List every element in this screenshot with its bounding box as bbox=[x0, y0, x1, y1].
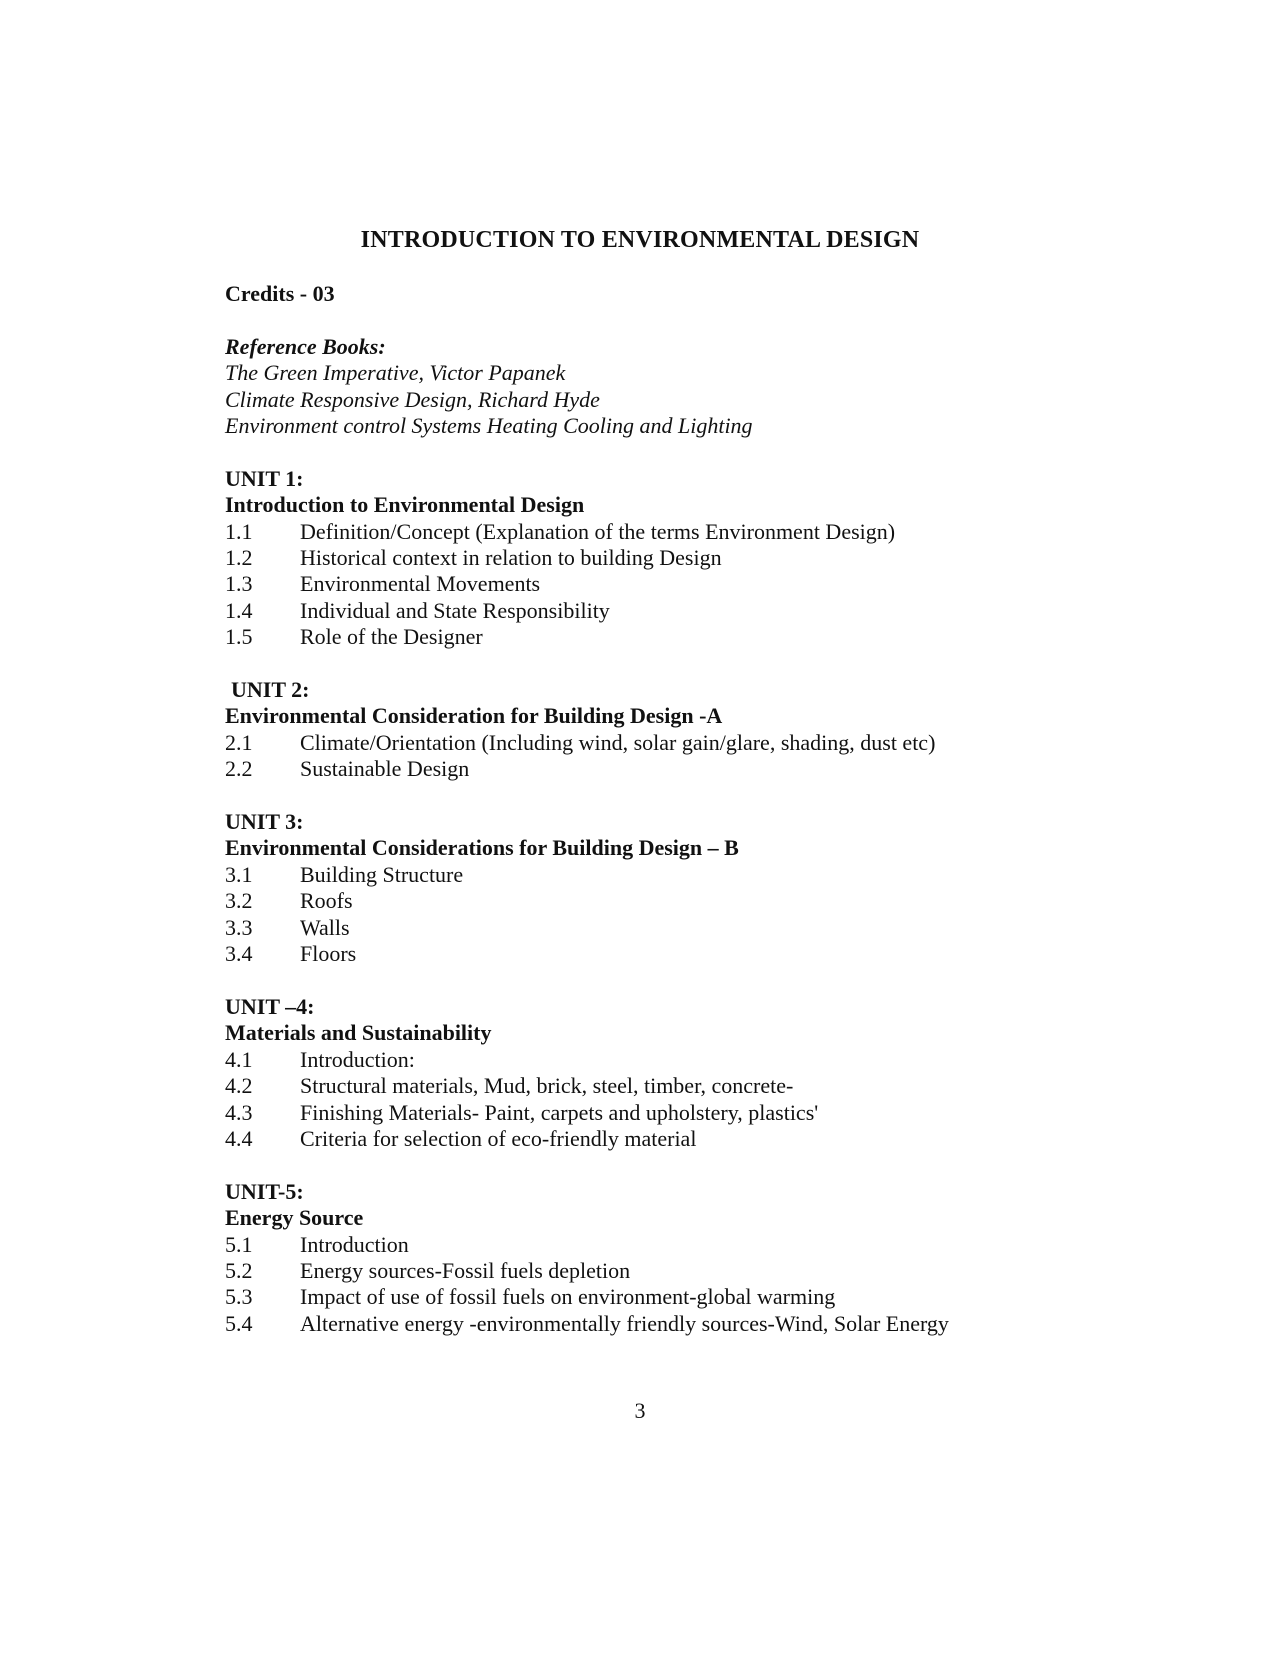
list-item bbox=[225, 624, 1185, 650]
item-number: 5.1 bbox=[225, 1231, 253, 1257]
unit-3-section bbox=[225, 809, 1185, 967]
unit-4-section bbox=[225, 994, 1185, 1152]
unit-heading: Environmental Considerations for Building Design – B bbox=[225, 835, 739, 861]
list-item bbox=[225, 519, 1185, 545]
credits: Credits - 03 bbox=[225, 281, 335, 306]
reference-books-section bbox=[225, 334, 1185, 440]
item-text: Historical context in relation to building Design bbox=[300, 545, 722, 571]
item-number: 1.5 bbox=[225, 624, 253, 650]
list-item bbox=[225, 1232, 1185, 1258]
list-item bbox=[225, 598, 1185, 624]
item-number: 1.1 bbox=[225, 518, 253, 544]
unit-label: UNIT 1: bbox=[225, 465, 304, 491]
reference-heading: Reference Books: bbox=[225, 333, 386, 359]
item-number: 3.3 bbox=[225, 914, 253, 940]
item-number: 3.4 bbox=[225, 941, 253, 967]
item-number: 1.4 bbox=[225, 597, 253, 623]
list-item bbox=[225, 1311, 1185, 1337]
item-text: Climate/Orientation (Including wind, solar gain/glare, shading, dust etc) bbox=[300, 729, 936, 755]
item-number: 3.1 bbox=[225, 861, 253, 887]
item-text: Environmental Movements bbox=[300, 571, 541, 597]
spacer bbox=[225, 651, 1185, 677]
item-number: 5.3 bbox=[225, 1284, 253, 1310]
document-title: INTRODUCTION TO ENVIRONMENTAL DESIGN bbox=[360, 227, 920, 253]
unit-label: UNIT-5: bbox=[225, 1178, 304, 1204]
item-text: Role of the Designer bbox=[300, 624, 483, 650]
item-number: 5.4 bbox=[225, 1310, 253, 1336]
list-item bbox=[225, 730, 1185, 756]
list-item bbox=[225, 1284, 1185, 1310]
item-text: Energy sources-Fossil fuels depletion bbox=[300, 1257, 631, 1283]
item-text: Structural materials, Mud, brick, steel, timber, concrete- bbox=[300, 1073, 794, 1099]
list-item bbox=[225, 1126, 1185, 1152]
item-text: Individual and State Responsibility bbox=[300, 597, 610, 623]
item-text: Sustainable Design bbox=[300, 756, 470, 782]
reference-book: Environment control Systems Heating Cooling and Lighting bbox=[225, 413, 753, 439]
spacer bbox=[225, 968, 1185, 994]
list-item bbox=[225, 915, 1185, 941]
page-number: 3 bbox=[634, 1398, 646, 1423]
spacer bbox=[225, 439, 1185, 465]
item-text: Introduction: bbox=[300, 1046, 415, 1072]
spacer bbox=[225, 1152, 1185, 1178]
item-text: Definition/Concept (Explanation of the terms Environment Design) bbox=[300, 518, 896, 544]
unit-2-section bbox=[225, 677, 1185, 783]
reference-book: The Green Imperative, Victor Papanek bbox=[225, 360, 566, 386]
unit-heading: Materials and Sustainability bbox=[225, 1020, 492, 1046]
unit-label: UNIT 3: bbox=[225, 809, 304, 835]
item-text: Walls bbox=[300, 914, 350, 940]
item-number: 2.2 bbox=[225, 756, 253, 782]
item-text: Introduction bbox=[300, 1231, 409, 1257]
list-item bbox=[225, 571, 1185, 597]
item-number: 4.1 bbox=[225, 1046, 253, 1072]
item-text: Building Structure bbox=[300, 861, 464, 887]
syllabus-body bbox=[225, 281, 1185, 1337]
item-number: 1.3 bbox=[225, 571, 253, 597]
reference-book: Climate Responsive Design, Richard Hyde bbox=[225, 386, 600, 412]
item-number: 4.3 bbox=[225, 1099, 253, 1125]
list-item bbox=[225, 1100, 1185, 1126]
unit-1-section bbox=[225, 466, 1185, 651]
item-number: 3.2 bbox=[225, 888, 253, 914]
item-number: 4.4 bbox=[225, 1125, 253, 1151]
item-text: Impact of use of fossil fuels on environment-global warming bbox=[300, 1284, 836, 1310]
list-item bbox=[225, 1047, 1185, 1073]
item-text: Finishing Materials- Paint, carpets and upholstery, plastics' bbox=[300, 1099, 819, 1125]
spacer bbox=[225, 783, 1185, 809]
list-item bbox=[225, 1258, 1185, 1284]
item-number: 5.2 bbox=[225, 1257, 253, 1283]
unit-label: UNIT 2: bbox=[231, 677, 310, 703]
item-number: 4.2 bbox=[225, 1073, 253, 1099]
list-item bbox=[225, 1073, 1185, 1099]
item-text: Floors bbox=[300, 941, 357, 967]
list-item bbox=[225, 888, 1185, 914]
list-item bbox=[225, 756, 1185, 782]
unit-heading: Environmental Consideration for Building Design -A bbox=[225, 703, 723, 729]
list-item bbox=[225, 545, 1185, 571]
unit-label: UNIT –4: bbox=[225, 993, 315, 1019]
unit-heading: Energy Source bbox=[225, 1205, 364, 1231]
item-number: 1.2 bbox=[225, 545, 253, 571]
item-text: Alternative energy -environmentally friendly sources-Wind, Solar Energy bbox=[300, 1310, 949, 1336]
list-item bbox=[225, 862, 1185, 888]
item-text: Roofs bbox=[300, 888, 353, 914]
unit-5-section bbox=[225, 1179, 1185, 1337]
item-text: Criteria for selection of eco-friendly material bbox=[300, 1125, 697, 1151]
spacer bbox=[225, 307, 1185, 333]
item-number: 2.1 bbox=[225, 729, 253, 755]
list-item bbox=[225, 941, 1185, 967]
unit-heading: Introduction to Environmental Design bbox=[225, 492, 585, 518]
